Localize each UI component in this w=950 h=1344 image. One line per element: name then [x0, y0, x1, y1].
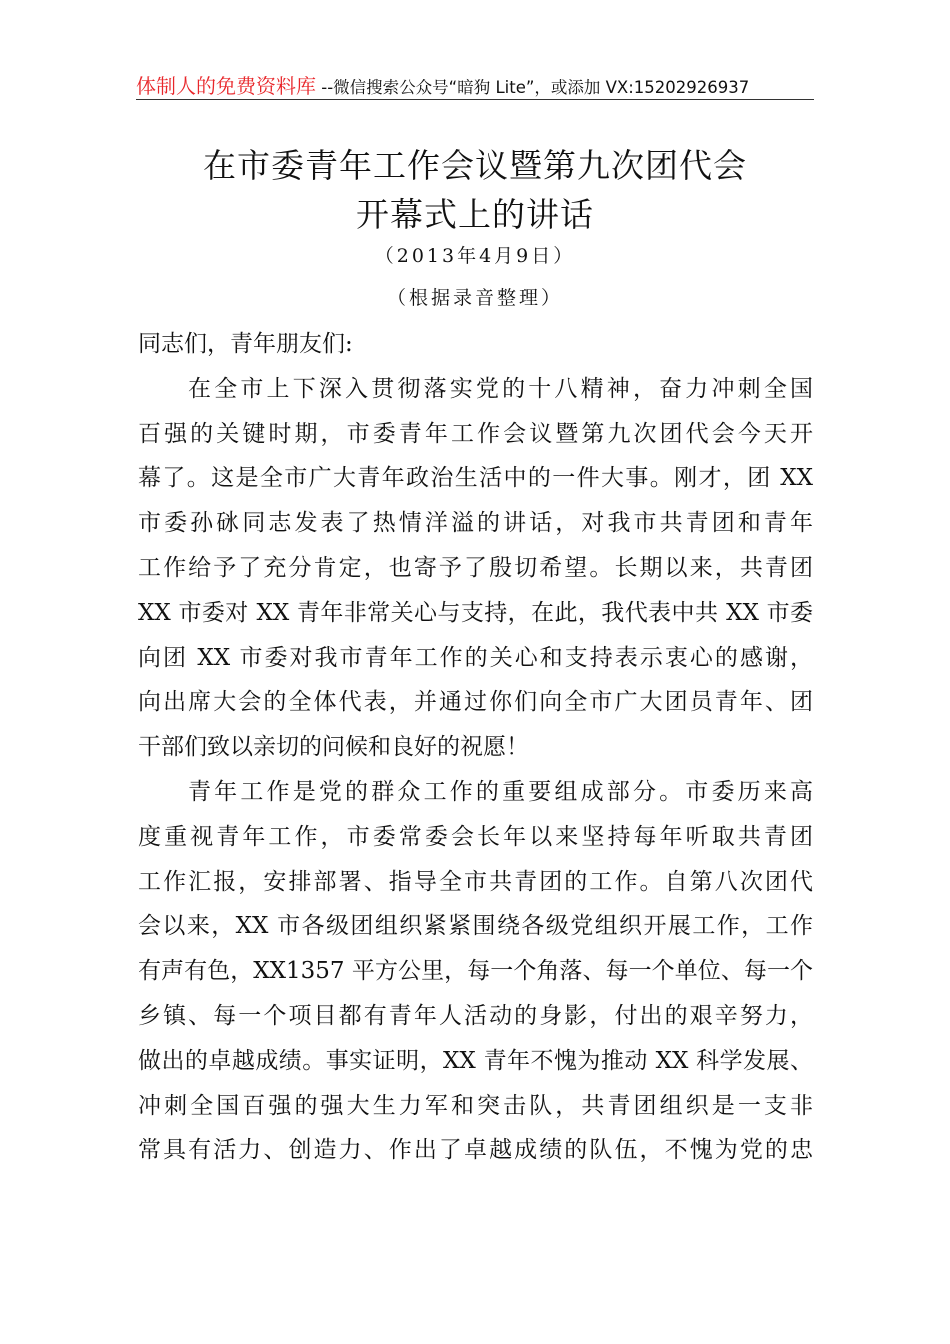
- paragraph-line: 做出的卓越成绩。事实证明，XX 青年不愧为推动 XX 科学发展、: [138, 1047, 813, 1074]
- paragraph-line: 乡镇、每一个项目都有青年人活动的身影，付出的艰辛努力，: [138, 1002, 813, 1029]
- paragraph-line: 青年工作是党的群众工作的重要组成部分。市委历来高: [188, 778, 813, 805]
- document-title-line-2: 开幕式上的讲话: [356, 195, 594, 234]
- paragraph: [138, 367, 813, 770]
- header-brand: 体制人的免费资料库: [136, 74, 316, 98]
- paragraph-line: 冲刺全国百强的强大生力军和突击队，共青团组织是一支非: [138, 1092, 813, 1119]
- paragraph-line: 工作汇报，安排部署、指导全市共青团的工作。自第八次团代: [138, 868, 813, 895]
- header-contact: --微信搜索公众号“暗狗 Lite”，或添加 VX:15202926937: [316, 78, 750, 97]
- paragraph-line: 会以来，XX 市各级团组织紧紧围绕各级党组织开展工作，工作: [138, 913, 813, 940]
- paragraph-line: 度重视青年工作，市委常委会长年以来坚持每年听取共青团: [138, 823, 813, 850]
- document-date: （2013年4月9日）: [374, 245, 576, 267]
- paragraph: [138, 770, 813, 1173]
- document-title-line-1: 在市委青年工作会议暨第九次团代会: [203, 146, 747, 185]
- greeting: 同志们，青年朋友们:: [138, 331, 353, 357]
- paragraph-line: 向团 XX 市委对我市青年工作的关心和支持表示衷心的感谢，: [138, 644, 813, 671]
- paragraph-line: 在全市上下深入贯彻落实党的十八精神，奋力冲刺全国: [188, 375, 813, 402]
- paragraph-line: 向出席大会的全体代表，并通过你们向全市广大团员青年、团: [138, 689, 813, 716]
- paragraph-line: XX 市委对 XX 青年非常关心与支持，在此，我代表中共 XX 市委: [138, 599, 813, 626]
- document-body: [138, 322, 813, 1173]
- paragraph-line: 百强的关键时期，市委青年工作会议暨第九次团代会今天开: [138, 420, 813, 447]
- paragraph-line: 有声有色，XX1357 平方公里，每一个角落、每一个单位、每一个: [138, 958, 813, 985]
- paragraph-line: 市委孙砯同志发表了热情洋溢的讲话，对我市共青团和青年: [138, 510, 813, 537]
- page-header: [136, 70, 814, 100]
- paragraph-line: 工作给予了充分肯定，也寄予了殷切希望。长期以来，共青团: [138, 554, 813, 581]
- paragraph-line: 常具有活力、创造力、作出了卓越成绩的队伍，不愧为党的忠: [138, 1137, 813, 1164]
- document-note: （根据录音整理）: [386, 287, 563, 309]
- paragraph-line: 幕了。这是全市广大青年政治生活中的一件大事。刚才，团 XX: [138, 465, 813, 492]
- paragraph-line: 干部们致以亲切的问候和良好的祝愿！: [138, 734, 529, 761]
